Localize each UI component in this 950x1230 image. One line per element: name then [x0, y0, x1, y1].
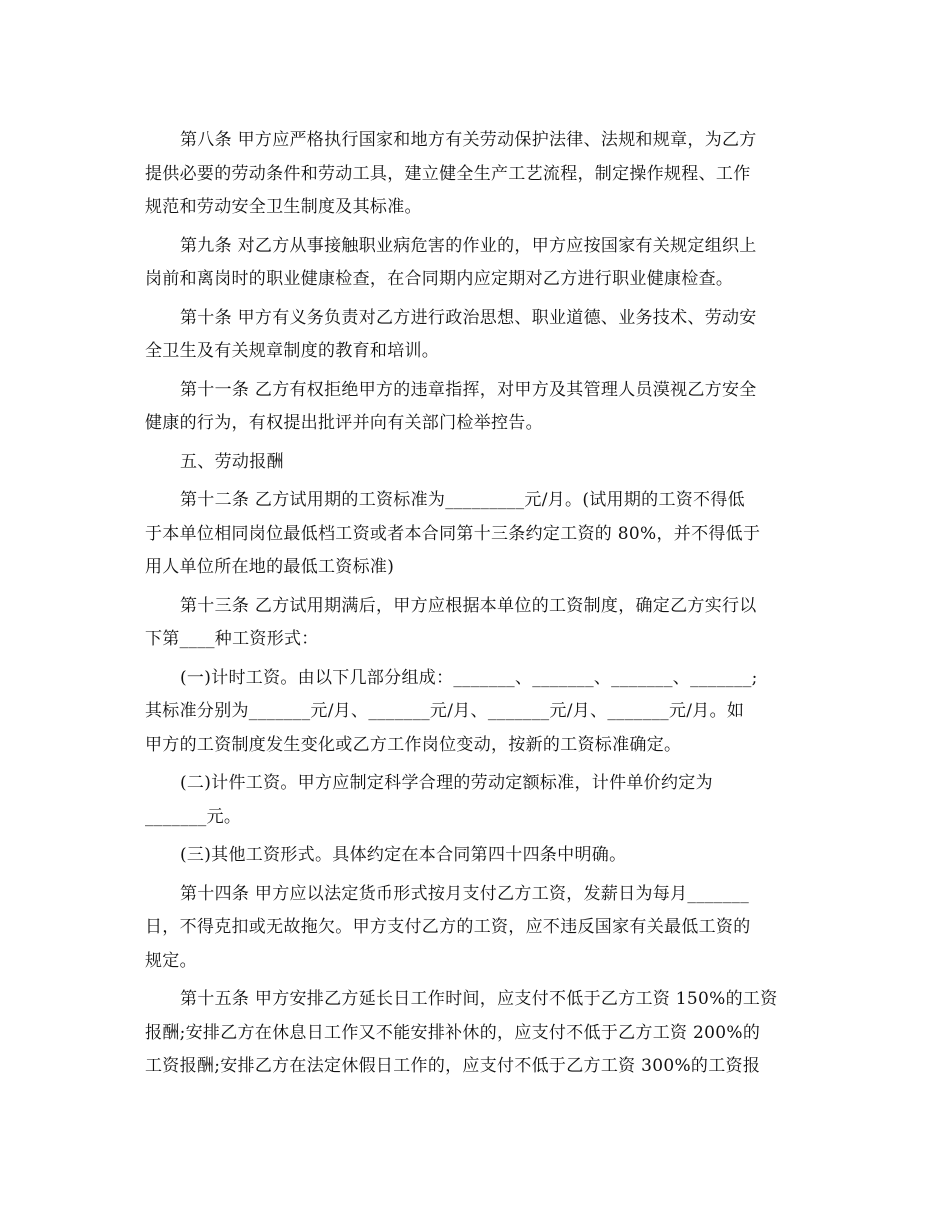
text-line: 用人单位所在地的最低工资标准): [145, 557, 395, 577]
text-line: 岗前和离岗时的职业健康检查，在合同期内应定期对乙方进行职业健康检查。: [145, 269, 734, 289]
clause-9: [145, 230, 810, 297]
wage-option-1: [145, 662, 810, 763]
heading-text: 五、劳动报酬: [180, 451, 284, 472]
text-line: _______元。: [145, 806, 242, 827]
text-line: 规范和劳动安全卫生制度及其标准。: [145, 197, 422, 217]
text-line: 工资报酬;安排乙方在法定休假日工作的，应支付不低于乙方工资 300%的工资报: [145, 1056, 761, 1076]
wage-option-3: [145, 839, 810, 873]
text-line: 第十三条 乙方试用期满后，甲方应根据本单位的工资制度，确定乙方实行以: [180, 595, 757, 616]
text-line: 甲方的工资制度发生变化或乙方工作岗位变动，按新的工资标准确定。: [145, 734, 682, 755]
text-line: 第十五条 甲方安排乙方延长日工作时间，应支付不低于乙方工资 150%的工资: [180, 989, 778, 1009]
text-line: (二)计件工资。甲方应制定科学合理的劳动定额标准，计件单价约定为: [180, 773, 713, 793]
text-line: 报酬;安排乙方在休息日工作又不能安排补休的，应支付不低于乙方工资 200%的: [145, 1022, 761, 1043]
text-line: 第十条 甲方有义务负责对乙方进行政治思想、职业道德、业务技术、劳动安: [180, 307, 757, 328]
clause-12: [145, 484, 810, 585]
text-line: 全卫生及有关规章制度的教育和培训。: [145, 341, 440, 361]
text-line: 第九条 对乙方从事接触职业病危害的作业的，甲方应按国家有关规定组织上: [180, 235, 757, 256]
text-line: 其标准分别为_______元/月、_______元/月、_______元/月、_______元/月。如: [145, 701, 745, 721]
clause-10: [145, 302, 810, 369]
clause-8: [145, 124, 810, 225]
text-line: (一)计时工资。由以下几部分组成：_______、_______、_______、_______;: [180, 667, 758, 688]
clause-14: [145, 878, 810, 979]
text-line: (三)其他工资形式。具体约定在本合同第四十四条中明确。: [180, 845, 627, 865]
clause-15: [145, 983, 810, 1084]
text-line: 健康的行为，有权提出批评并向有关部门检举控告。: [145, 413, 543, 433]
section-heading: [145, 446, 810, 480]
text-line: 下第____种工资形式：: [145, 629, 319, 649]
text-line: 第十四条 甲方应以法定货币形式按月支付乙方工资，发薪日为每月_______: [180, 883, 750, 904]
text-line: 规定。: [145, 950, 197, 971]
text-line: 第十一条 乙方有权拒绝甲方的违章指挥，对甲方及其管理人员漠视乙方安全: [180, 379, 757, 400]
wage-option-2: [145, 767, 810, 834]
text-line: 提供必要的劳动条件和劳动工具，建立健全生产工艺流程，制定操作规程、工作: [145, 163, 751, 184]
text-line: 第八条 甲方应严格执行国家和地方有关劳动保护法律、法规和规章，为乙方: [180, 130, 757, 150]
text-line: 日，不得克扣或无故拖欠。甲方支付乙方的工资，应不违反国家有关最低工资的: [145, 917, 751, 937]
text-line: 第十二条 乙方试用期的工资标准为_________元/月。(试用期的工资不得低: [180, 490, 745, 510]
document-body: [145, 124, 810, 1089]
text-line: 于本单位相同岗位最低档工资或者本合同第十三条约定工资的 80%，并不得低于: [145, 523, 761, 544]
clause-11: [145, 374, 810, 441]
clause-13: [145, 590, 810, 657]
